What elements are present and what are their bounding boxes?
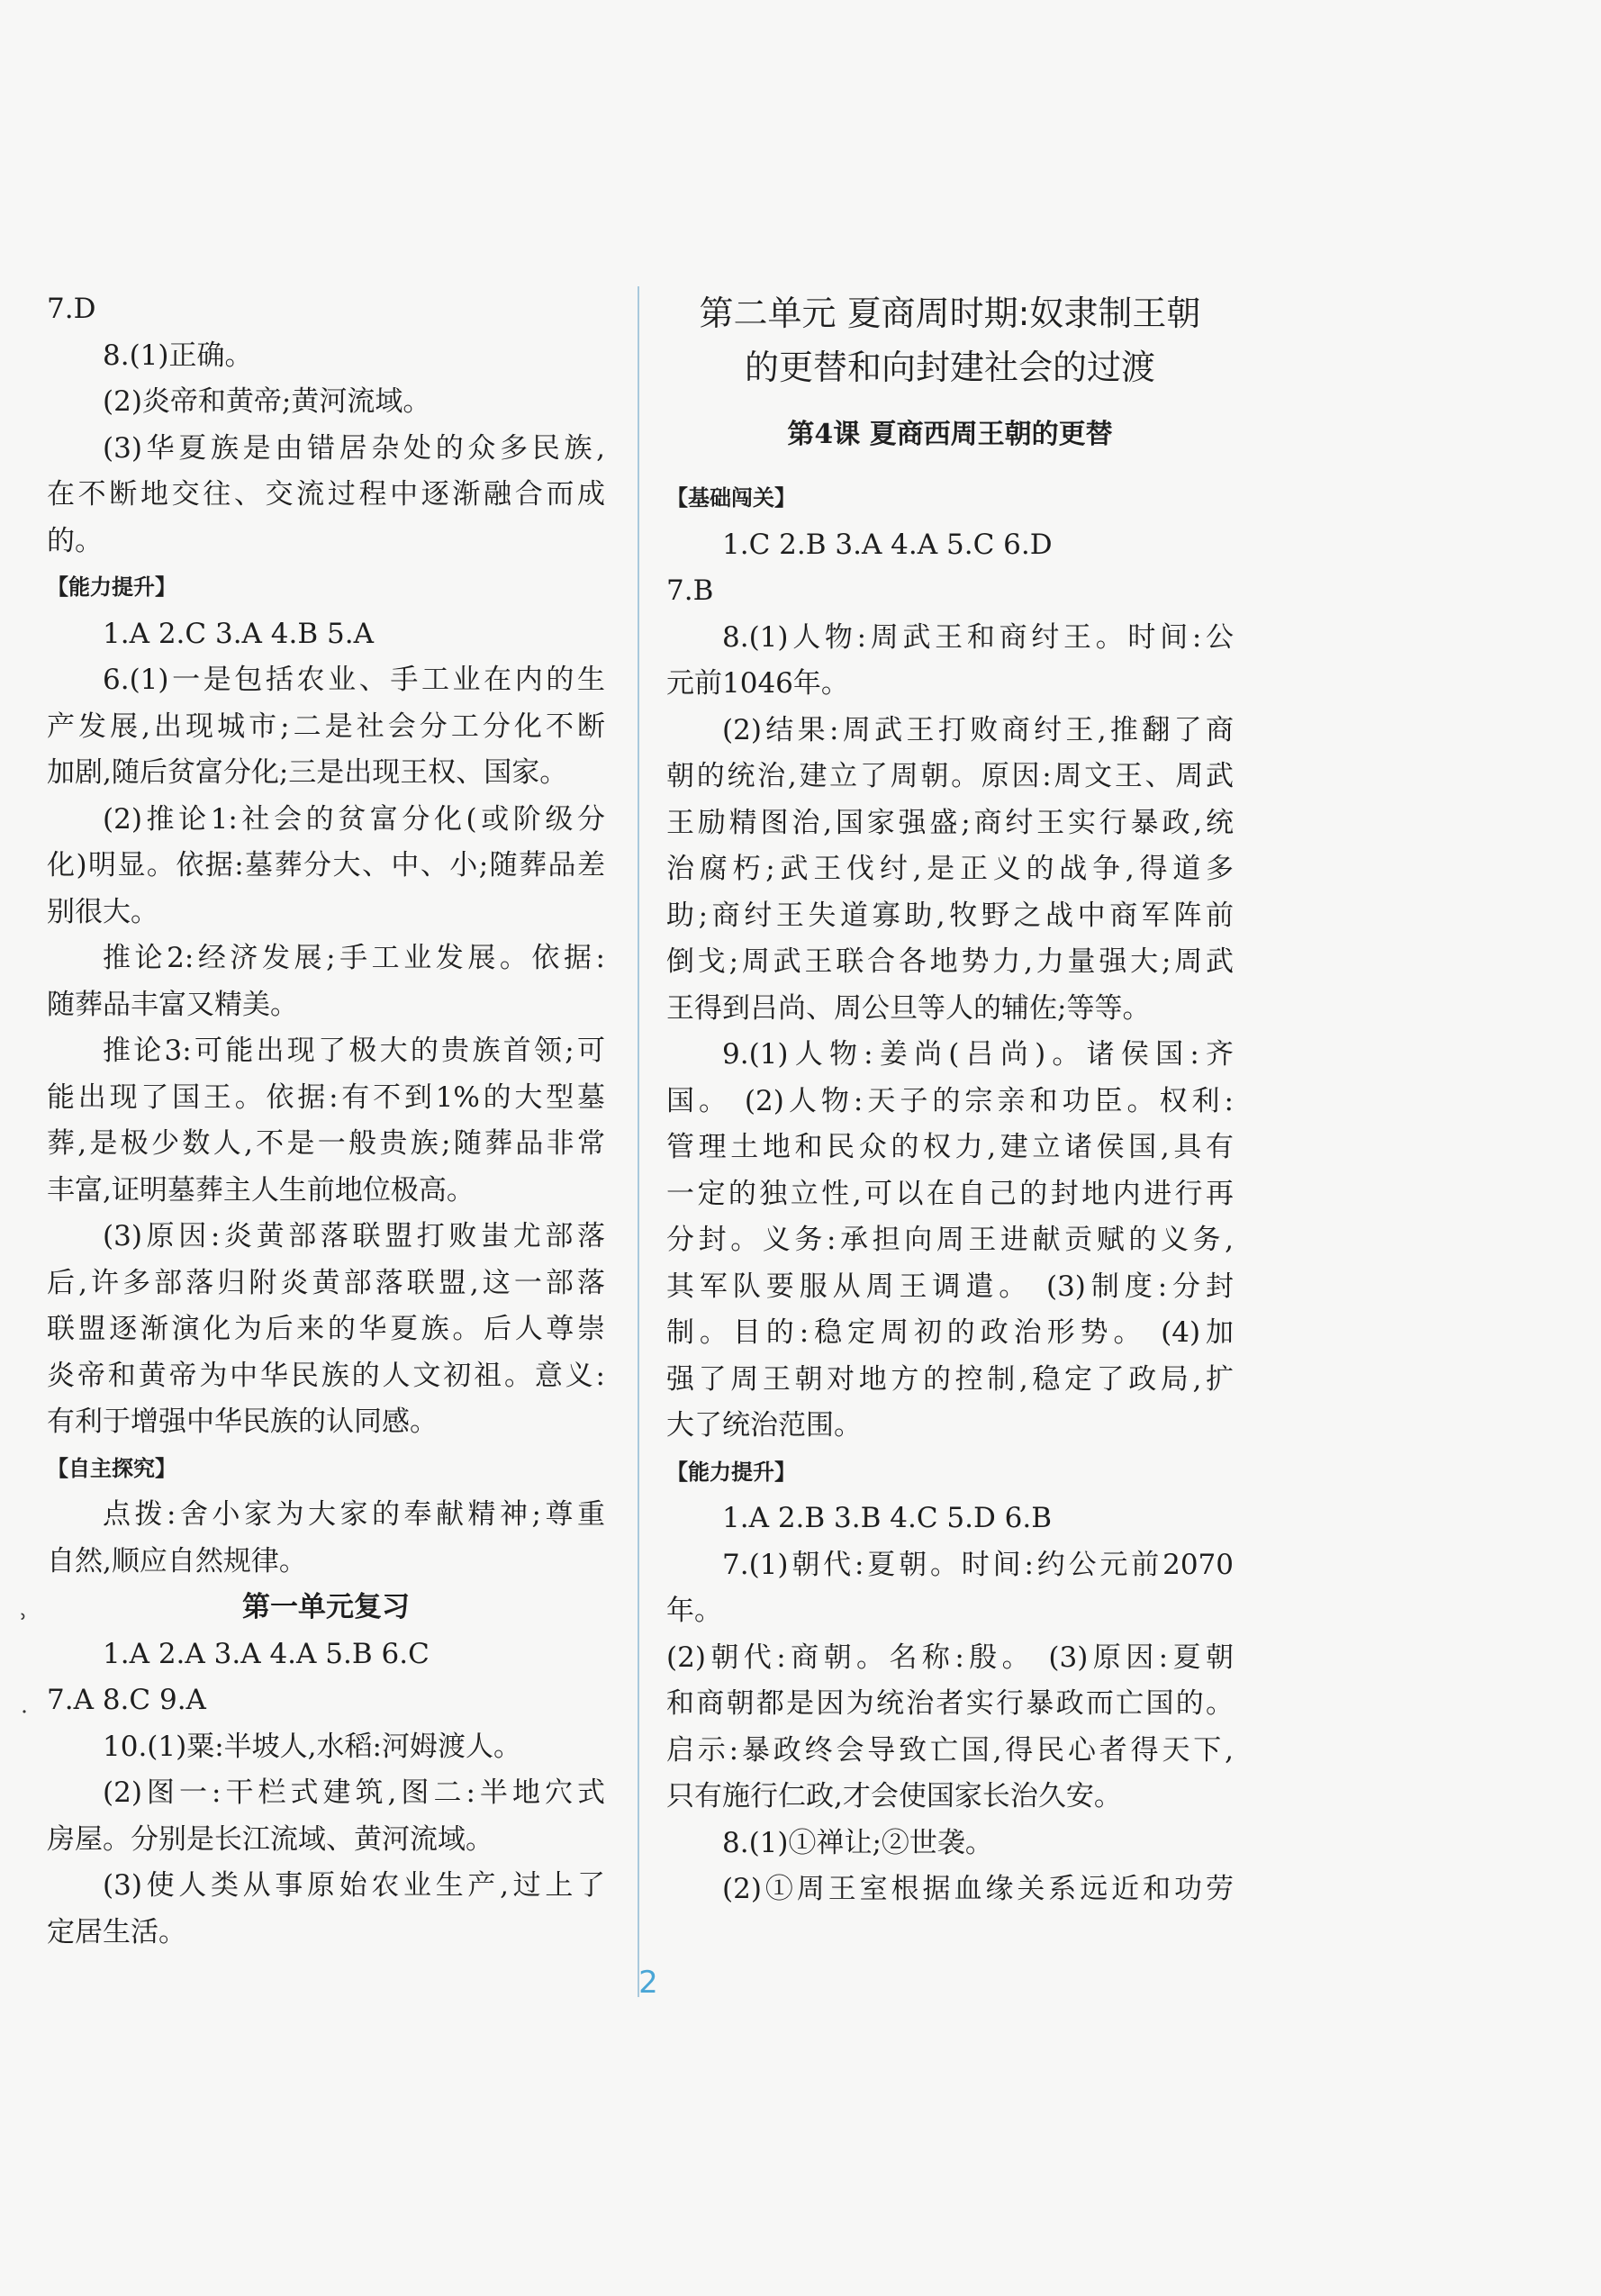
answer-line: (2)结果:周武王打败商纣王,推翻了商 [722, 713, 1234, 746]
answer-line: 一定的独立性,可以在自己的封地内进行再 [666, 1177, 1234, 1210]
section-tag-ability: 【能力提升】 [47, 574, 176, 600]
answer-line: (2)朝代:商朝。名称:殷。 (3)原因:夏朝 [666, 1641, 1234, 1674]
right-column [666, 286, 1234, 1913]
answer-line: 倒戈;周武王联合各地势力,力量强大;周武 [666, 945, 1234, 978]
answer-line: 葬,是极少数人,不是一般贵族;随葬品非常 [47, 1127, 605, 1160]
left-column [47, 286, 605, 1956]
answer-line: 产发展,出现城市;二是社会分工分化不断 [47, 710, 605, 743]
margin-tick-mark: ˙ [18, 1706, 31, 1736]
answer-line: 定居生活。 [47, 1915, 186, 1948]
answer-line: 1.A 2.A 3.A 4.A 5.B 6.C [103, 1637, 430, 1670]
answer-line: (2)炎帝和黄帝;黄河流域。 [103, 385, 431, 418]
answer-line: 10.(1)粟:半坡人,水稻:河姆渡人。 [103, 1730, 521, 1763]
answer-line: 丰富,证明墓葬主人生前地位极高。 [47, 1173, 475, 1207]
answer-line: 炎帝和黄帝为中华民族的人文初祖。意义: [47, 1359, 605, 1392]
section-tag-basic: 【基础闯关】 [666, 485, 796, 511]
answer-line: 大了统治范围。 [666, 1409, 862, 1442]
answer-line: 点拨:舍小家为大家的奉献精神;尊重 [103, 1498, 605, 1531]
answer-line: (3)原因:炎黄部落联盟打败蚩尤部落 [103, 1220, 605, 1252]
answer-line: 6.(1)一是包括农业、手工业在内的生 [103, 664, 605, 696]
answer-line: 8.(1)①禅让;②世袭。 [722, 1826, 993, 1859]
answer-line: 9.(1)人物:姜尚(吕尚)。诸侯国:齐 [722, 1038, 1234, 1071]
section-tag-explore: 【自主探究】 [47, 1455, 176, 1481]
answer-line: 1.A 2.C 3.A 4.B 5.A [103, 617, 374, 650]
answer-line: 8.(1)人物:周武王和商纣王。时间:公 [722, 620, 1234, 654]
answer-line: 制。目的:稳定周初的政治形势。 (4)加 [666, 1316, 1234, 1349]
answer-line: 和商朝都是因为统治者实行暴政而亡国的。 [666, 1687, 1234, 1720]
review-title: 第一单元复习 [242, 1591, 410, 1623]
answer-line: 元前1046年。 [666, 667, 849, 700]
answer-line: 助;商纣王失道寡助,牧野之战中商军阵前 [666, 899, 1234, 932]
answer-line: 有利于增强中华民族的认同感。 [47, 1406, 438, 1438]
answer-line: 能出现了国王。依据:有不到1%的大型墓 [47, 1080, 605, 1114]
answer-line: 后,许多部落归附炎黄部落联盟,这一部落 [47, 1266, 605, 1299]
column-divider [638, 286, 639, 1997]
answer-line: 王励精图治,国家强盛;商纣王实行暴政,统 [666, 806, 1234, 839]
answer-line: 在不断地交往、交流过程中逐渐融合而成 [47, 478, 605, 511]
answer-line: 管理土地和民众的权力,建立诸侯国,具有 [666, 1131, 1234, 1163]
lesson-title: 第4课 夏商西周王朝的更替 [787, 419, 1113, 450]
answer-line: 年。 [666, 1595, 722, 1627]
answer-line: 自然,顺应自然规律。 [47, 1544, 307, 1577]
answer-line: 别很大。 [47, 895, 158, 928]
answer-line: 7.A 8.C 9.A [47, 1684, 206, 1716]
answer-line: 朝的统治,建立了周朝。原因:周文王、周武 [666, 760, 1234, 792]
unit-title: 第二单元 夏商周时期:奴隶制王朝 [699, 294, 1201, 333]
answer-line: (3)华夏族是由错居杂处的众多民族, [103, 431, 605, 465]
answer-line: 随葬品丰富又精美。 [47, 988, 298, 1021]
answer-line: 1.C 2.B 3.A 4.A 5.C 6.D [722, 528, 1053, 561]
answer-line: 的。 [47, 524, 103, 557]
section-tag-ability: 【能力提升】 [666, 1459, 796, 1485]
page-number: 2 [638, 1965, 658, 2001]
answer-line: 强了周王朝对地方的控制,稳定了政局,扩 [666, 1362, 1234, 1396]
answer-line: 只有施行仁政,才会使国家长治久安。 [666, 1780, 1122, 1812]
answer-line: 房屋。分别是长江流域、黄河流域。 [47, 1822, 493, 1856]
answer-line: 推论2:经济发展;手工业发展。依据: [103, 942, 605, 974]
answer-line: (2)①周王室根据血缘关系远近和功劳 [722, 1873, 1234, 1905]
answer-line: 其军队要服从周王调遣。 (3)制度:分封 [666, 1270, 1234, 1303]
answer-line: 1.A 2.B 3.B 4.C 5.D 6.B [722, 1502, 1053, 1534]
answer-line: (2)推论1:社会的贫富分化(或阶级分 [103, 802, 605, 836]
answer-line: 王得到吕尚、周公旦等人的辅佐;等等。 [666, 991, 1151, 1025]
answer-line: 治腐朽;武王伐纣,是正义的战争,得道多 [666, 853, 1234, 885]
unit-title: 的更替和向封建社会的过渡 [744, 348, 1155, 387]
answer-line: 7.(1)朝代:夏朝。时间:约公元前2070 [722, 1548, 1234, 1581]
answer-line: 联盟逐渐演化为后来的华夏族。后人尊崇 [47, 1313, 605, 1345]
answer-line: 8.(1)正确。 [103, 339, 253, 372]
answer-line: 加剧,随后贫富分化;三是出现王权、国家。 [47, 756, 568, 789]
answer-line: 7.B [666, 574, 714, 607]
answer-line: 分封。义务:承担向周王进献贡赋的义务, [666, 1224, 1234, 1256]
margin-tick-mark: ˒ [20, 1603, 28, 1632]
answer-line: 国。 (2)人物:天子的宗亲和功臣。权利: [666, 1084, 1234, 1117]
answer-line: 7.D [47, 293, 96, 325]
answer-line: (2)图一:干栏式建筑,图二:半地穴式 [103, 1776, 605, 1809]
answer-line: 推论3:可能出现了极大的贵族首领;可 [103, 1035, 605, 1067]
answer-line: (3)使人类从事原始农业生产,过上了 [103, 1869, 605, 1902]
answer-line: 化)明显。依据:墓葬分大、中、小;随葬品差 [47, 849, 605, 881]
answer-line: 启示:暴政终会导致亡国,得民心者得天下, [666, 1733, 1234, 1767]
